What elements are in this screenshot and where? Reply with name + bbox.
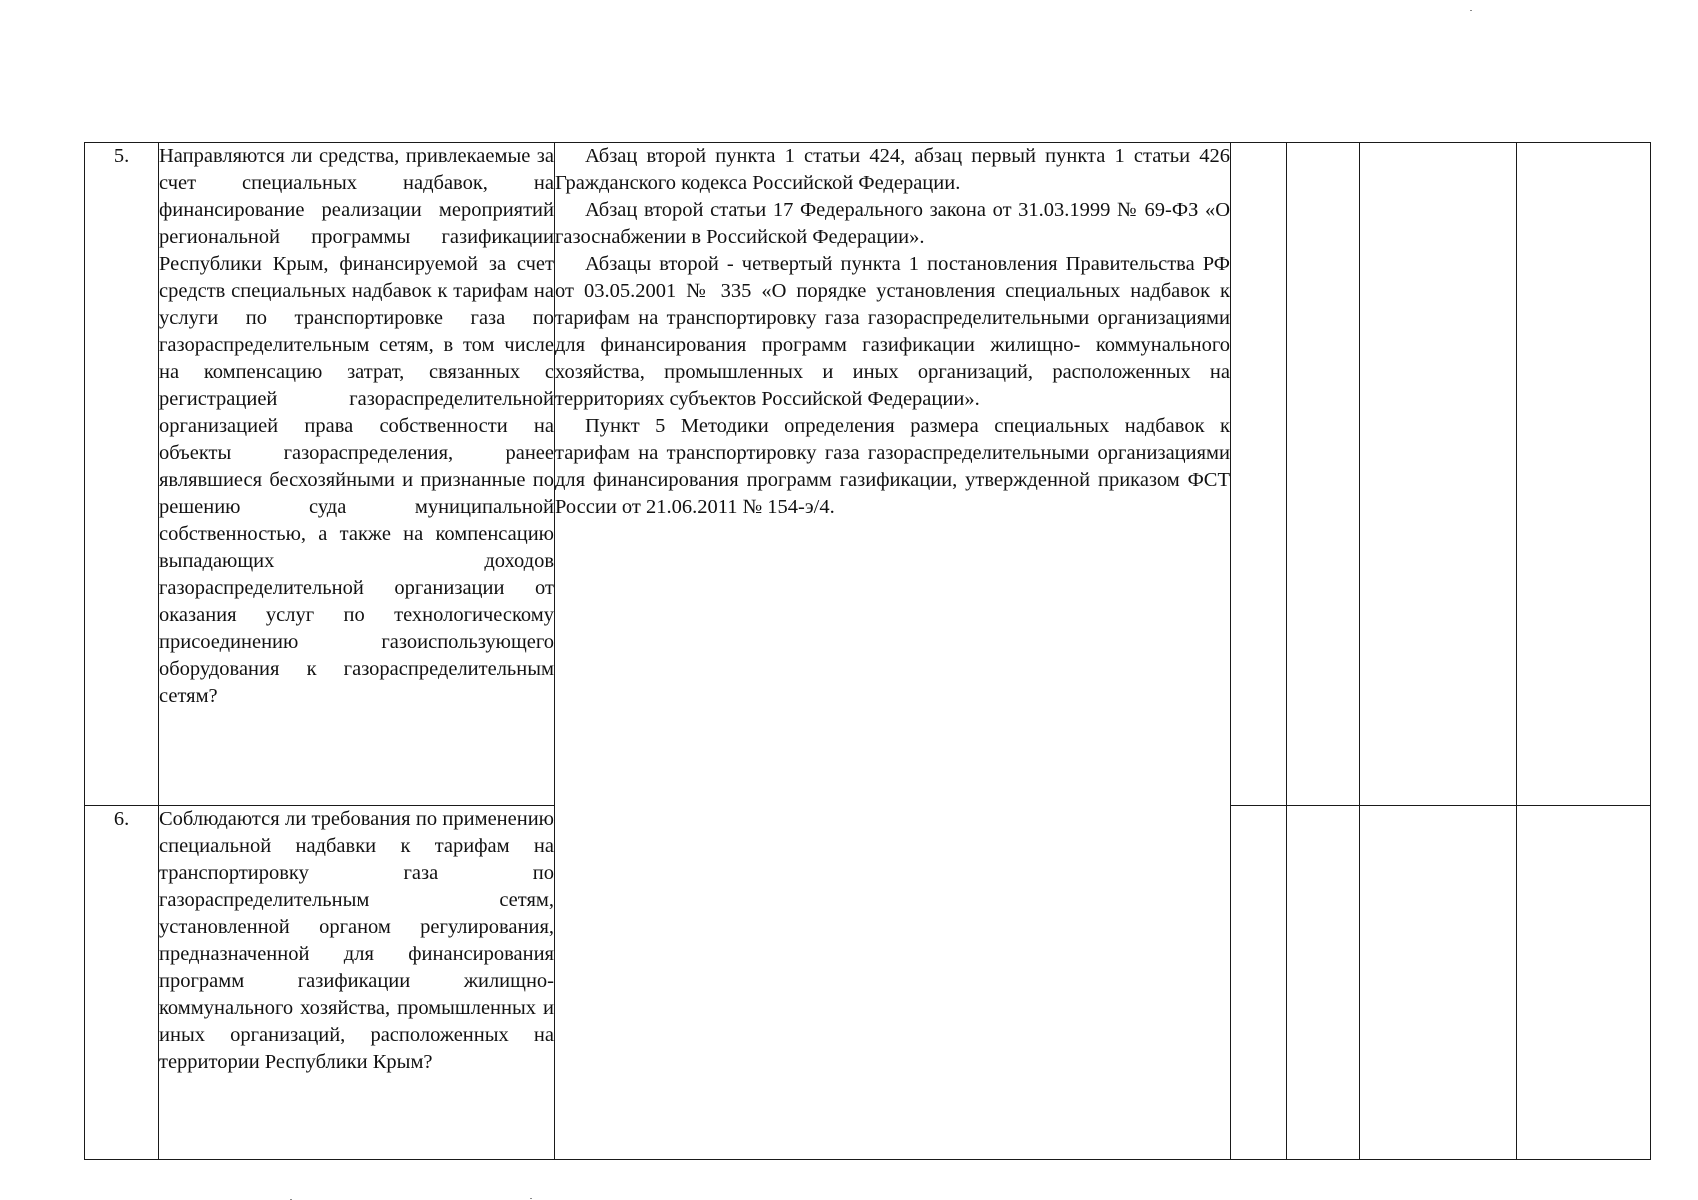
question-text: Соблюдаются ли требования по применению специальной надбавки к тарифам на транспортировку газа по газораспределительным сетям, установленной органом регулирования, предназначенной для финансирования программ газификации жилищно-коммунального хозяйства, промышленных и иных организаций, расположенных на территории Республики Крым? — [159, 808, 554, 1073]
row-number: 6. — [113, 808, 130, 830]
row-number-cell — [85, 143, 159, 806]
answer-not-applicable-cell — [1360, 143, 1517, 806]
answer-no-cell — [1287, 806, 1360, 1160]
scan-speck — [530, 1198, 532, 1199]
legal-basis-paragraph: Абзац второй пункта 1 статьи 424, абзац первый пункта 1 статьи 426 Гражданского кодекса Российской Федерации. — [555, 145, 1230, 194]
row-number-cell — [85, 806, 159, 1160]
notes-cell — [1517, 806, 1651, 1160]
row-number: 5. — [113, 145, 130, 167]
legal-basis-paragraph: Пункт 5 Методики определения размера специальных надбавок к тарифам на транспортировку газа газораспределительными организациями для финансирования программ газификации, утвержденной приказом ФСТ России от 21.06.2011 № 154-э/4. — [555, 415, 1230, 518]
answer-not-applicable-cell — [1360, 806, 1517, 1160]
question-cell — [159, 143, 555, 806]
legal-basis-paragraph: Абзац второй статьи 17 Федерального закона от 31.03.1999 № 69-ФЗ «О газоснабжении в Российской Федерации». — [555, 199, 1230, 248]
answer-no-cell — [1287, 143, 1360, 806]
question-text: Направляются ли средства, привлекаемые за счет специальных надбавок, на финансирование реализации мероприятий региональной программы газификации Республики Крым, финансируемой за счет средств специальных надбавок к тарифам на услуги по транспортировке газа по газораспределительным сетям, в том числе на компенсацию затрат, связанных с регистрацией газораспределительной организацией права собственности на объекты газораспределения, ранее являвшиеся бесхозяйными и признанные по решению суда муниципальной собственностью, а также на компенсацию выпадающих доходов газораспределительной организации от оказания услуг по технологическому присоединению газоиспользующего оборудования к газораспределительным сетям? — [159, 145, 554, 707]
answer-yes-cell — [1231, 806, 1287, 1160]
table-row-5 — [85, 143, 1651, 806]
question-cell — [159, 806, 555, 1160]
notes-cell — [1517, 143, 1651, 806]
legal-basis-paragraph: Абзацы второй - четвертый пункта 1 постановления Правительства РФ от 03.05.2001 № 335 «О порядке установления специальных надбавок к тарифам на транспортировку газа газораспределительными организациями для финансирования программ газификации жилищно- коммунального хозяйства, промышленных и иных организаций, расположенных на территориях субъектов Российской Федерации». — [555, 253, 1230, 410]
checklist-table — [84, 142, 1651, 1160]
legal-basis-cell — [555, 143, 1231, 1160]
answer-yes-cell — [1231, 143, 1287, 806]
scan-speck — [1470, 10, 1472, 11]
